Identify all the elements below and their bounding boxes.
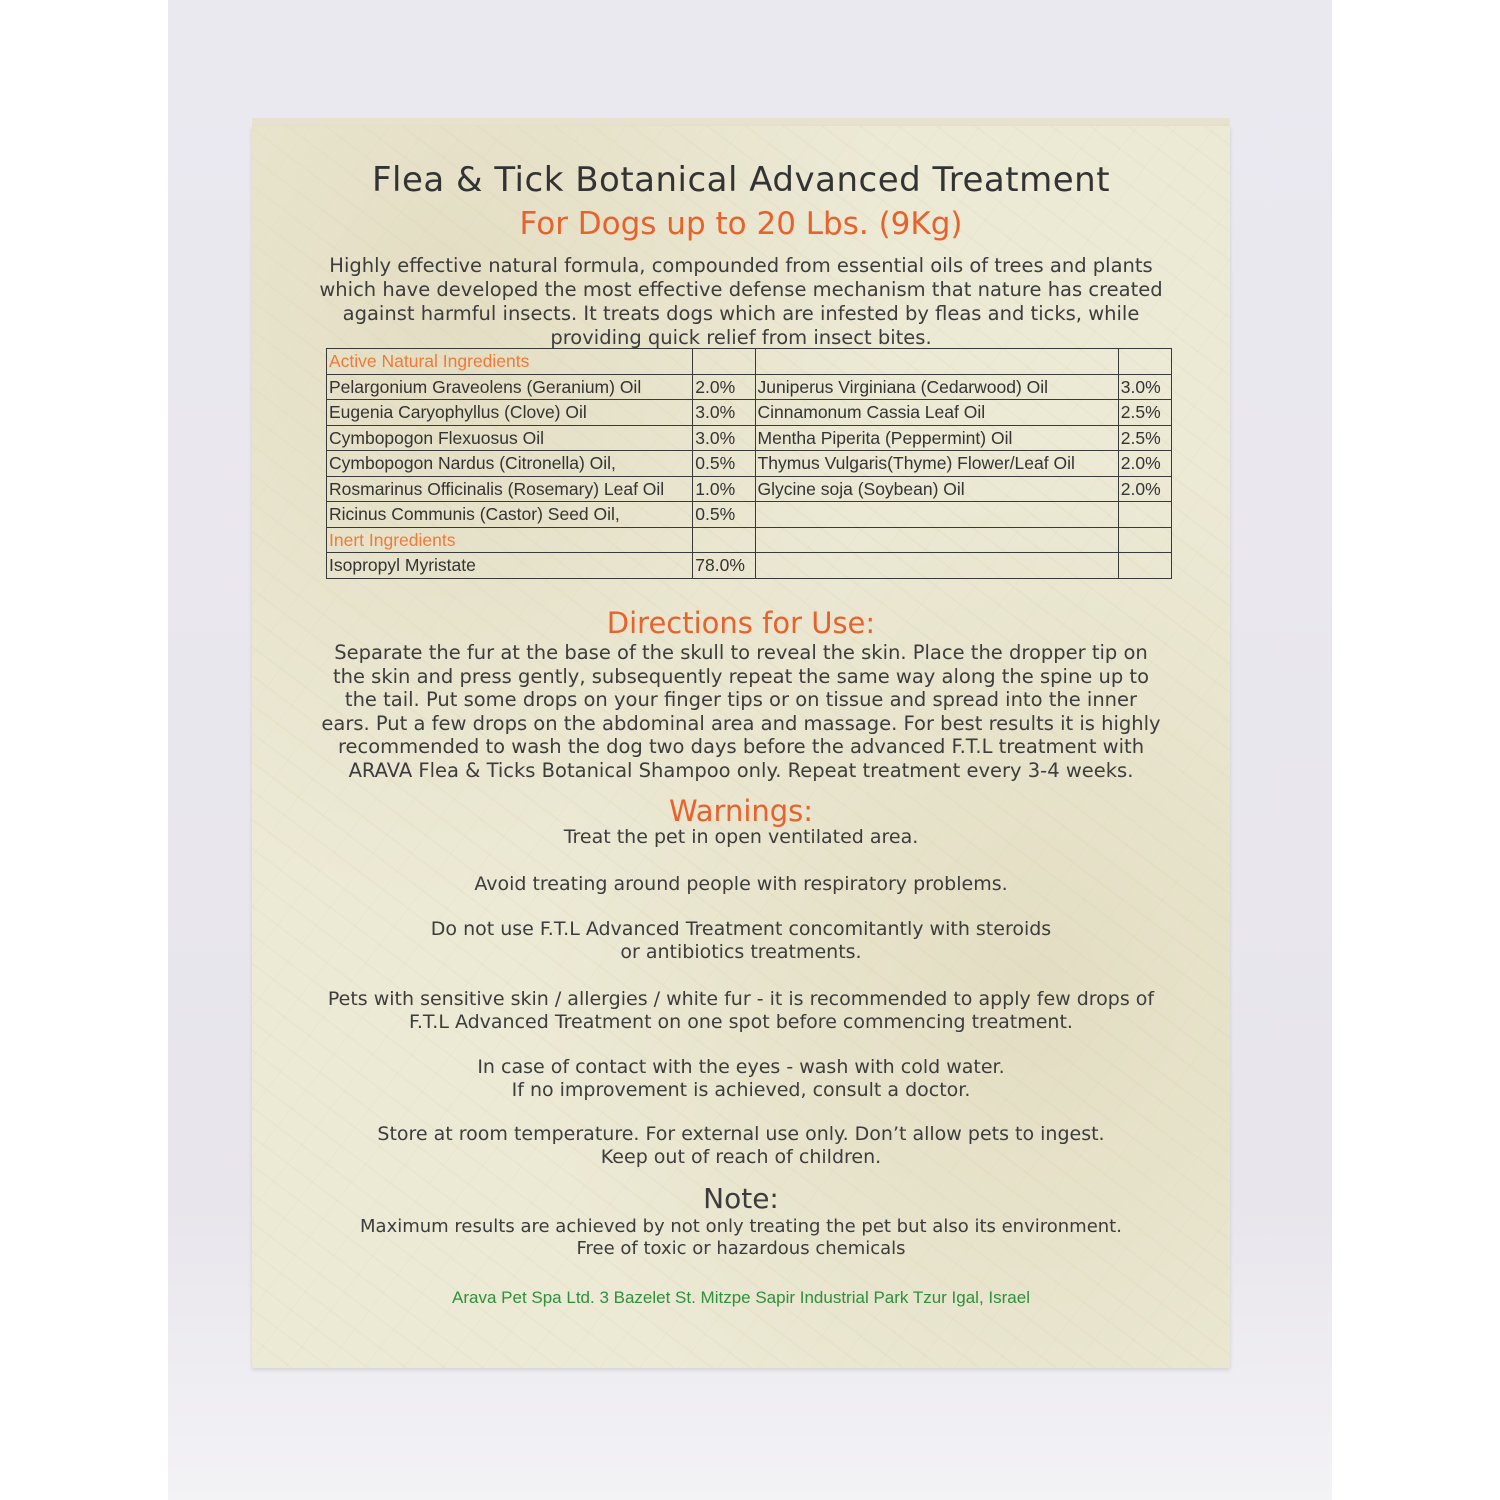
directions-line: recommended to wash the dog two days before the advanced F.T.L treatment with — [337, 735, 1145, 758]
ingredient-name: Ricinus Communis (Castor) Seed Oil, — [327, 502, 693, 528]
ingredient-name: Isopropyl Myristate — [327, 553, 693, 579]
warning-line: Store at room temperature. For external use only. Don’t allow pets to ingest. — [377, 1123, 1105, 1145]
directions-line: ARAVA Flea & Ticks Botanical Shampoo only. Repeat treatment every 3-4 weeks. — [348, 758, 1134, 782]
intro-line: against harmful insects. It treats dogs which are infested by fleas and ticks, while — [342, 302, 1140, 325]
ingredient-percent — [1118, 553, 1171, 579]
ingredient-name: Juniperus Virginiana (Cedarwood) Oil — [755, 374, 1118, 400]
ingredient-percent: 2.0% — [1118, 476, 1171, 502]
directions-text — [312, 641, 1170, 782]
ingredient-percent: 2.5% — [1118, 400, 1171, 426]
ingredient-name: Cymbopogon Nardus (Citronella) Oil, — [327, 451, 693, 477]
ingredient-percent: 1.0% — [693, 476, 755, 502]
intro-line: which have developed the most effective defense mechanism that nature has created — [319, 278, 1163, 301]
ingredient-percent — [1118, 502, 1171, 528]
package-back-panel — [252, 126, 1230, 1368]
ingredient-percent: 2.5% — [1118, 425, 1171, 451]
table-row — [327, 502, 1172, 528]
table-row — [327, 349, 1172, 375]
warning-line: Keep out of reach of children. — [600, 1146, 882, 1168]
warnings-heading: Warnings: — [668, 794, 814, 828]
table-row — [327, 400, 1172, 426]
warning-line: or antibiotics treatments. — [620, 941, 862, 963]
table-row — [327, 425, 1172, 451]
warning-line: Avoid treating around people with respiratory problems. — [474, 873, 1008, 895]
ingredient-percent: 3.0% — [1118, 374, 1171, 400]
ingredient-percent: 3.0% — [693, 425, 755, 451]
ingredient-percent: 2.0% — [1118, 451, 1171, 477]
warning-line: In case of contact with the eyes - wash with cold water. — [477, 1056, 1005, 1078]
warning-item — [252, 873, 1230, 896]
ingredient-name: Cymbopogon Flexuosus Oil — [327, 425, 693, 451]
ingredient-percent: 0.5% — [693, 502, 755, 528]
warning-item — [252, 918, 1230, 964]
ingredient-percent: 78.0% — [693, 553, 755, 579]
intro-line: Highly effective natural formula, compounded from essential oils of trees and plants — [329, 254, 1153, 277]
note-line: Free of toxic or hazardous chemicals — [576, 1238, 906, 1259]
warning-line: Pets with sensitive skin / allergies / white fur - it is recommended to apply few drops of — [327, 988, 1155, 1010]
product-subtitle: For Dogs up to 20 Lbs. (9Kg) — [519, 206, 963, 242]
intro-line: providing quick relief from insect bites. — [550, 326, 932, 349]
inert-ingredients-header: Inert Ingredients — [327, 527, 693, 553]
ingredient-name: Pelargonium Graveolens (Geranium) Oil — [327, 374, 693, 400]
ingredient-percent: 3.0% — [693, 400, 755, 426]
note-text — [252, 1216, 1230, 1260]
ingredient-name: Glycine soja (Soybean) Oil — [755, 476, 1118, 502]
table-row — [327, 527, 1172, 553]
directions-line: Separate the fur at the base of the skull to reveal the skin. Place the dropper tip on — [334, 641, 1148, 664]
table-row — [327, 374, 1172, 400]
warning-line: Do not use F.T.L Advanced Treatment concomitantly with steroids — [430, 918, 1052, 940]
directions-line: the skin and press gently, subsequently repeat the same way along the spine up to — [332, 664, 1150, 688]
ingredient-name: Rosmarinus Officinalis (Rosemary) Leaf Oil — [327, 476, 693, 502]
active-ingredients-header: Active Natural Ingredients — [327, 349, 693, 375]
ingredient-name: Eugenia Caryophyllus (Clove) Oil — [327, 400, 693, 426]
warning-item — [252, 826, 1230, 849]
manufacturer-address: Arava Pet Spa Ltd. 3 Bazelet St. Mitzpe Sapir Industrial Park Tzur Igal, Israel — [452, 1288, 1030, 1307]
ingredient-percent: 0.5% — [693, 451, 755, 477]
warning-line: If no improvement is achieved, consult a doctor. — [511, 1079, 971, 1101]
table-row — [327, 476, 1172, 502]
ingredient-name: Cinnamonum Cassia Leaf Oil — [755, 400, 1118, 426]
warning-line: Treat the pet in open ventilated area. — [563, 826, 919, 848]
directions-heading: Directions for Use: — [606, 606, 876, 640]
ingredient-name — [755, 502, 1118, 528]
warning-item — [252, 988, 1230, 1034]
directions-line: ears. Put a few drops on the abdominal area and massage. For best results it is highly — [321, 711, 1161, 735]
ingredient-name: Mentha Piperita (Peppermint) Oil — [755, 425, 1118, 451]
note-heading: Note: — [703, 1182, 779, 1215]
table-row — [327, 451, 1172, 477]
table-row — [327, 553, 1172, 579]
warning-item — [252, 1123, 1230, 1169]
warning-item — [252, 1056, 1230, 1102]
intro-paragraph — [292, 254, 1190, 350]
ingredient-name — [755, 553, 1118, 579]
directions-line: the tail. Put some drops on your finger tips or on tissue and spread into the inner — [344, 688, 1138, 711]
ingredient-percent: 2.0% — [693, 374, 755, 400]
note-line: Maximum results are achieved by not only treating the pet but also its environment. — [360, 1216, 1122, 1237]
warning-line: F.T.L Advanced Treatment on one spot before commencing treatment. — [409, 1011, 1073, 1033]
product-title: Flea & Tick Botanical Advanced Treatment — [371, 160, 1111, 200]
ingredient-name: Thymus Vulgaris(Thyme) Flower/Leaf Oil — [755, 451, 1118, 477]
ingredients-table — [326, 348, 1172, 579]
